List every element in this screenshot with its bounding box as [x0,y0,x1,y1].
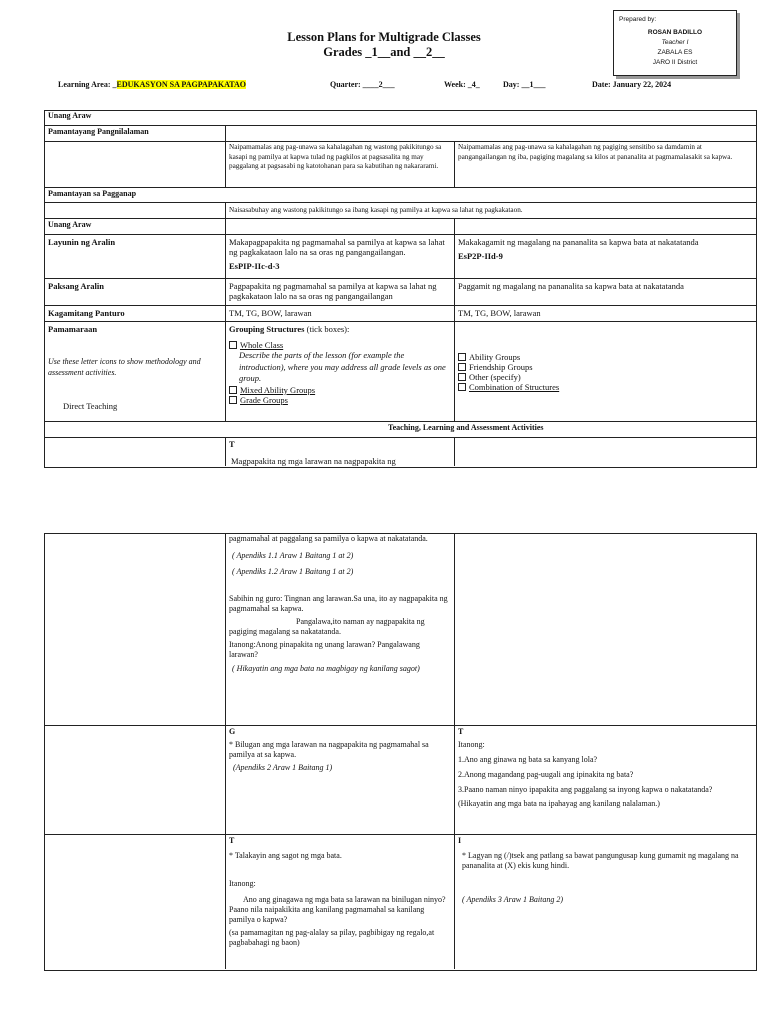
preparer-role: Teacher I [661,39,689,46]
quarter-field: Quarter: ____2___ [330,80,395,89]
teacher-says: Sabihin ng guro: Tingnan ang larawan.Sa una, ito ay nagpapakita ng pagmamahal sa kapwa. [229,594,448,613]
whole-class-checkbox[interactable] [229,341,237,349]
appendix-3: ( Apendiks 3 Araw 1 Baitang 2) [462,895,564,904]
pamantayang-pangnilalaman-label: Pamantayang Pangnilalaman [48,127,149,136]
kagamitan-grade-1: TM, TG, BOW, larawan [229,308,312,318]
tla-header: Teaching, Learning and Assessment Activities [388,423,544,432]
direct-teaching-label: Direct Teaching [63,401,118,411]
grouping-structures: Grouping Structures (tick boxes): Whole Class Describe the parts of the lesson (for example the introduction), where you may address all grade levels as one group. Mixed Ability Groups Grade Groups [229,324,451,405]
paksa-grade-2: Paggamit ng magalang na pananalita sa kapwa bata at nakatatanda [458,281,684,291]
combination-checkbox[interactable] [458,383,466,391]
content-standard-grade-1: Naipamamalas ang pag-unawa sa kahalagahan ng wastong pakikitungo sa kasapi ng pamilya at kapwa tulad ng pagkilos at pagsasalita ng may paggalang at pagsasabi ng katotohanan para sa kabutihan ng nakararami. [229,143,442,170]
appendix-1-2: ( Apendiks 1.2 Araw 1 Baitang 1 at 2) [232,567,354,576]
ability-groups-checkbox[interactable] [458,353,466,361]
row3-independent-activity: I * Lagyan ng (/)tsek ang patlang sa bawat pangungusap kung gumamit ng magalang na pananalita at (X) ekis kung hindi. ( Apendiks 3 Araw 1 Baitang 2) [458,836,748,905]
mixed-ability-label: Mixed Ability Groups [240,384,316,395]
paksang-aralin-label: Paksang Aralin [48,281,104,291]
grades-line: Grades _1__and __2__ [323,45,445,59]
learning-area-value: EDUKASYON SA PAGPAPAKATAO [116,80,246,89]
kagamitan-grade-2: TM, TG, BOW, larawan [458,308,541,318]
whole-class-label: Whole Class [240,340,284,350]
content-standard-grade-2: Naipamamalas ang pag-unawa sa kahalagahan ng pagiging sensitibo sa damdamin at pangangailangan ng iba, pagiging magalang sa kilos at pananalita at pagmamalasakit sa kapwa. [458,143,733,161]
group-letter: G [229,727,236,736]
prepared-by-label: Prepared by: [619,16,657,23]
unang-araw-subheading: Unang Araw [48,220,92,229]
pamamaraan-label: Pamamaraan [48,324,98,334]
layunin-grade-2-code: EsP2P-IId-9 [458,251,503,261]
preparer-school: ZABALA ES [657,49,693,56]
row2-group-activity: G * Bilugan ang mga larawan na nagpapakita ng pagmamahal sa pamilya at sa kapwa. (Apendiks 2 Araw 1 Baitang 1) [229,727,449,773]
kagamitang-panturo-label: Kagamitang Panturo [48,308,125,318]
grouping-structures-2 [458,352,750,392]
teacher-led-letter: T [229,439,235,449]
row1-question: Itanong:Anong pinapakita ng unang larawan? Pangalawang larawan? [229,640,420,659]
pamantayan-sa-pagganap-label: Pamantayan sa Pagganap [48,189,137,198]
friendship-groups-label: Friendship Groups [469,362,533,372]
layunin-grade-1-code: EsPIP-IIc-d-3 [229,261,280,271]
row3-teacher-activity: T * Talakayin ang sagot ng mga bata. Itanong: Ano ang ginagawa ng mga bata sa larawan na binilugan ninyo? Paano nila naipakikita ang kanilang pagmamahal sa kanilang pamilya o kapwa? (sa pamamagitan ng pag-alalay sa pilay, pagbibigay ng regalo,at pagbabahagi ng baon) [229,836,449,948]
layunin-grade-2: Makakagamit ng magalang na pananalita sa kapwa bata at nakatatanda EsP2P-IId-9 [458,237,750,261]
document-title: Lesson Plans for Multigrade Classes [287,30,481,44]
preparer-district: JARO II District [652,59,698,66]
combination-label: Combination of Structures [469,382,560,392]
teacher-says-2: Pangalawa,ito naman ay nagpapakita ng pagiging magalang sa nakatatanda. [229,617,425,636]
preparer-name: ROSAN BADILLO [647,29,703,36]
grouping-title: Grouping Structures [229,324,305,334]
performance-standard: Naisasabuhay ang wastong pakikitungo sa ibang kasapi ng pamilya at kapwa sa lahat ng pagkakataon. [229,206,523,214]
appendix-1-1: ( Apendiks 1.1 Araw 1 Baitang 1 at 2) [232,551,354,560]
appendix-2: (Apendiks 2 Araw 1 Baitang 1) [233,763,333,772]
layunin-label: Layunin ng Aralin [48,237,116,247]
independent-letter: I [458,836,462,845]
teacher-letter: T [458,727,464,736]
methodology-note: Use these letter icons to show methodology and assessment activities. [48,357,201,377]
unang-araw-heading: Unang Araw [48,111,92,120]
mixed-ability-checkbox[interactable] [229,386,237,394]
learning-area: Learning Area: _EDUKASYON SA PAGPAPAKATAO [58,80,246,89]
whole-class-description: Describe the parts of the lesson (for example the introduction), where you may address all grade levels as one group. [239,350,446,383]
row2-teacher-activity: T Itanong: 1.Ano ang ginawa ng bata sa kanyang lola? 2.Anong magandang pag-uugali ang ipinakita ng bata? 3.Paano naman ninyo ipapakita ang paggalang sa inyong kapwa o nakatatanda? (Hikayatin ang mga bata na ipahayag ang kanilang nalalaman.) [458,727,748,809]
layunin-grade-1: Makapagpapakita ng pagmamahal sa pamilya at kapwa sa lahat ng pagkakataon lalo na sa oras ng pangangailangan. EsPIP-IIc-d-3 [229,237,451,271]
other-label: Other (specify) [469,372,521,382]
day-field: Day: __1___ [503,80,546,89]
row1-activity: pagmamahal at paggalang sa pamilya o kapwa at nakatatanda. ( Apendiks 1.1 Araw 1 Baitang 1 at 2) ( Apendiks 1.2 Araw 1 Baitang 1 at 2) Sabihin ng guro: Tingnan ang larawan.Sa una, ito ay nagpapakita ng pagmamahal sa kapwa. Pangalawa,ito naman ay nagpapakita ng pagiging magalang sa nakatatanda. Itanong:Anong pinapakita ng unang larawan? Pangalawang larawan? ( Hikayatin ang mga bata na magbigay ng kanilang sagot) [229,534,448,673]
paksa-grade-1: Pagpapakita ng pagmamahal sa pamilya at kapwa sa lahat ng pagkakataon lalo na sa oras ng pangangailangan [229,281,437,301]
ability-groups-label: Ability Groups [469,352,521,362]
row1-encourage: ( Hikayatin ang mga bata na magbigay ng kanilang sagot) [232,664,420,673]
teacher-letter-2: T [229,836,235,845]
grade-groups-checkbox[interactable] [229,396,237,404]
grade-groups-label: Grade Groups [240,394,288,405]
week-field: Week: _4_ [444,80,480,89]
date-field: Date: January 22, 2024 [592,80,672,89]
friendship-groups-checkbox[interactable] [458,363,466,371]
activity-text-start: Magpapakita ng mga larawan na nagpapakita ng [231,456,396,466]
other-checkbox[interactable] [458,373,466,381]
